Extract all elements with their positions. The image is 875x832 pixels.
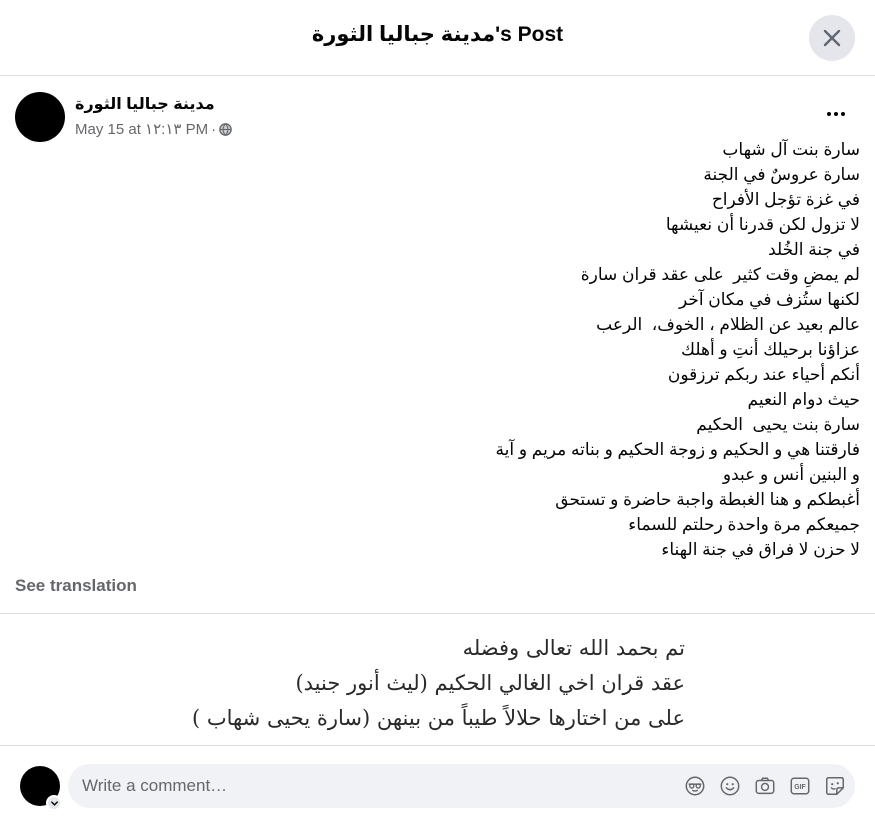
author-avatar[interactable] bbox=[15, 92, 65, 142]
post-body bbox=[15, 137, 860, 562]
emoji-icon[interactable] bbox=[718, 774, 742, 798]
close-button[interactable] bbox=[809, 15, 855, 61]
author-name[interactable]: مدينة جباليا الثورة bbox=[75, 96, 215, 113]
more-options-button[interactable] bbox=[820, 104, 852, 124]
meta-separator: · bbox=[211, 120, 217, 138]
svg-text:GIF: GIF bbox=[794, 784, 806, 792]
post-image[interactable] bbox=[0, 614, 875, 746]
image-text-line: تم بحمد الله تعالى وفضله bbox=[462, 636, 685, 660]
close-icon bbox=[822, 28, 842, 48]
post-line: سارة بنت يحيى الحكيم bbox=[696, 415, 860, 434]
comment-actions bbox=[683, 774, 847, 798]
post-line: سارة بنت آل شهاب bbox=[722, 140, 860, 159]
post-line: لا حزن لا فراق في جنة الهناء bbox=[656, 540, 860, 559]
image-text-line: عقد قران اخي الغالي الحكيم (ليث أنور جنيد) bbox=[295, 671, 685, 695]
post-date[interactable]: May 15 at ١٢:١٣ PM bbox=[75, 121, 209, 138]
chevron-down-icon bbox=[50, 799, 59, 808]
post-line: أنكم أحياء عند ربكم ترزقون bbox=[667, 365, 860, 384]
post-line: و البنين أنس و عبدو bbox=[722, 465, 860, 484]
comment-input[interactable] bbox=[82, 764, 662, 808]
post-line: عزاؤنا برحيلك أنتِ و أهلك bbox=[681, 340, 860, 359]
post-line: لا تزول لكن قدرنا أن نعيشها bbox=[665, 215, 860, 234]
post-meta bbox=[75, 120, 232, 138]
post-line: لكنها ستُزف في مكان آخر bbox=[678, 290, 860, 309]
gif-icon[interactable] bbox=[788, 774, 812, 798]
post-line: جميعكم مرة واحدة رحلتم للسماء bbox=[628, 515, 860, 534]
more-options-icon bbox=[827, 112, 831, 116]
comment-composer bbox=[0, 746, 875, 832]
sticker-icon[interactable] bbox=[823, 774, 847, 798]
dialog-title: مدينة جباليا الثورة's Post bbox=[311, 23, 564, 46]
post-line: لم يمضِ وقت كثير على عقد قران سارة bbox=[580, 265, 860, 284]
image-text-line: على من اختارها حلالاً طيباً من بينهن (سارة يحيى شهاب ) bbox=[191, 706, 685, 730]
avatar-sticker-icon[interactable] bbox=[683, 774, 707, 798]
comment-input-wrapper bbox=[68, 764, 855, 808]
camera-icon[interactable] bbox=[753, 774, 777, 798]
post-line: عالم بعيد عن الظلام ، الخوف، الرعب bbox=[596, 315, 860, 334]
post-line: في جنة الخُلد bbox=[768, 240, 860, 259]
post-line: سارة عروسٌ في الجنة bbox=[703, 165, 860, 184]
post-line: أغبطكم و هنا الغبطة واجبة حاضرة و تستحق bbox=[555, 490, 860, 509]
post-line: فارقتنا هي و الحكيم و زوجة الحكيم و بناته مريم و آية bbox=[495, 440, 860, 459]
see-translation-link[interactable]: See translation bbox=[15, 576, 137, 595]
post-line: حيث دوام النعيم bbox=[747, 390, 860, 409]
globe-icon[interactable] bbox=[219, 123, 232, 136]
dialog-header bbox=[0, 0, 875, 76]
post-line: في غزة تؤجل الأفراح bbox=[711, 190, 860, 209]
profile-switch-button[interactable] bbox=[46, 795, 62, 811]
